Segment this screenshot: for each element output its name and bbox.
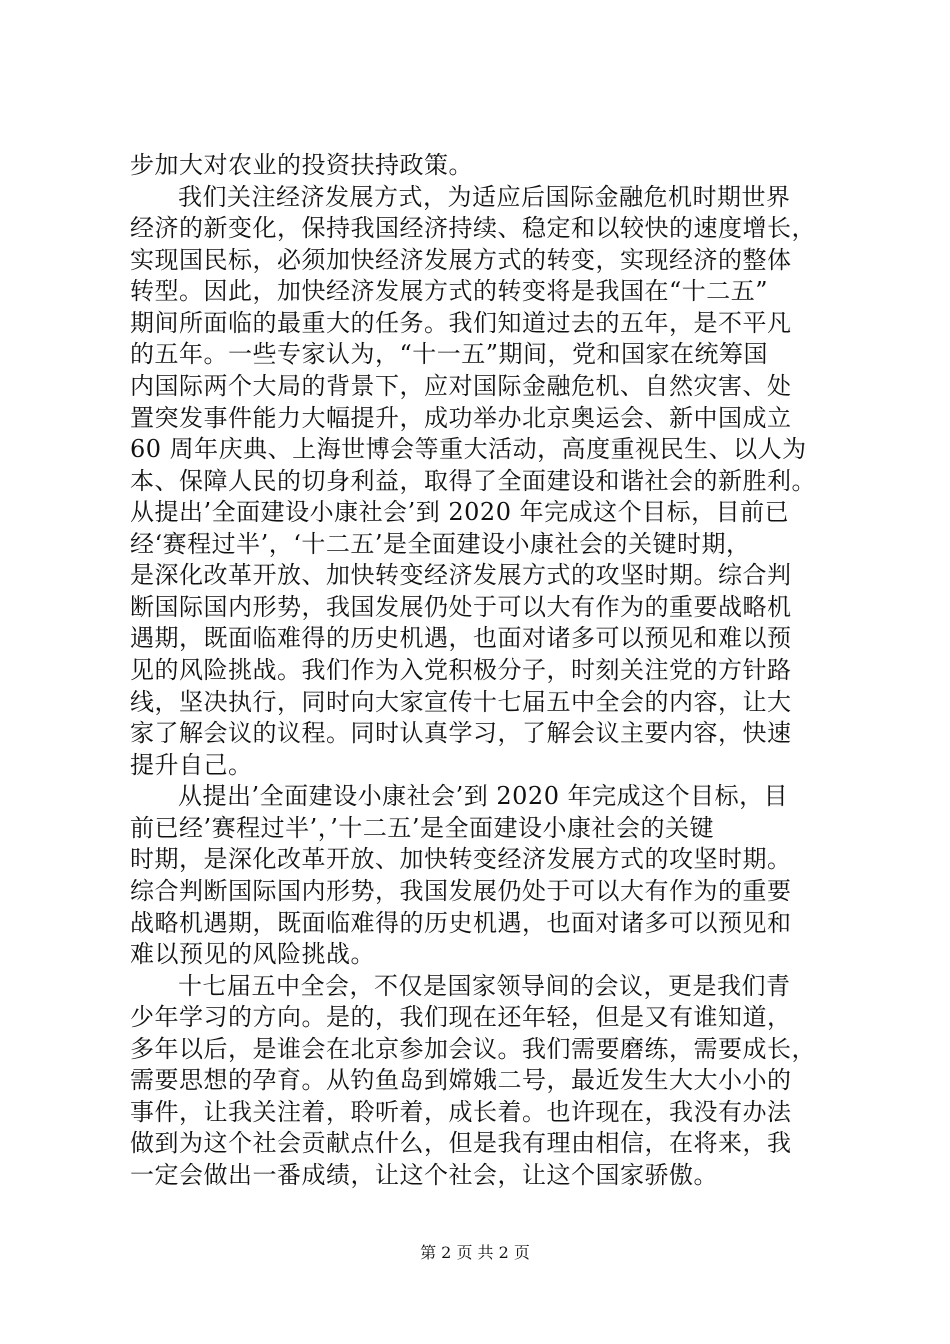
text-line: 多年以后，是谁会在北京参加会议。我们需要磨练，需要成长，: [130, 1034, 816, 1063]
text-line: 时期，是深化改革开放、加快转变经济发展方式的攻坚时期。: [130, 845, 792, 874]
text-line: 见的风险挑战。我们作为入党积极分子，时刻关注党的方针路: [130, 656, 792, 684]
text-line: 线，坚决执行，同时向大家宣传十七届五中全会的内容，让大: [130, 687, 792, 716]
text-line: 经‘赛程过半’，‘十二五’是全面建设小康社会的关键时期，: [130, 529, 751, 558]
text-line: 少年学习的方向。是的，我们现在还年轻，但是又有谁知道，: [130, 1003, 792, 1032]
text-line: 期间所面临的最重大的任务。我们知道过去的五年，是不平凡: [130, 308, 792, 337]
text-line: 综合判断国际国内形势，我国发展仍处于可以大有作为的重要: [130, 876, 792, 905]
text-line: 战略机遇期，既面临难得的历史机遇，也面对诸多可以预见和: [130, 908, 792, 937]
paragraph-first-line: 十七届五中全会，不仅是国家领导间的会议，更是我们青: [178, 971, 791, 1000]
text-line: 是深化改革开放、加快转变经济发展方式的攻坚时期。综合判: [130, 561, 792, 590]
text-line: 经济的新变化，保持我国经济持续、稳定和以较快的速度增长，: [130, 214, 816, 243]
text-line: 转型。因此，加快经济发展方式的转变将是我国在“十二五”: [130, 277, 769, 306]
text-line: 家了解会议的议程。同时认真学习，了解会议主要内容，快速: [130, 719, 792, 748]
paragraph-first-line: 我们关注经济发展方式，为适应后国际金融危机时期世界: [178, 182, 791, 211]
text-line: 的五年。一些专家认为，“十一五”期间，党和国家在统筹国: [130, 340, 769, 369]
text-line: 遇期，既面临难得的历史机遇，也面对诸多可以预见和难以预: [130, 624, 792, 653]
text-line: 置突发事件能力大幅提升，成功举办北京奥运会、新中国成立: [130, 403, 792, 432]
text-line: 本、保障人民的切身利益，取得了全面建设和谐社会的新胜利。: [130, 466, 816, 495]
page-footer: 第 2 页 共 2 页: [420, 1243, 530, 1262]
text-line: 一定会做出一番成绩，让这个社会，让这个国家骄傲。: [130, 1161, 718, 1189]
text-line: 实现国民标，必须加快经济发展方式的转变，实现经济的整体: [130, 245, 792, 274]
text-line: 断国际国内形势，我国发展仍处于可以大有作为的重要战略机: [130, 592, 792, 621]
text-line: 前已经’赛程过半’，’十二五’是全面建设小康社会的关键: [130, 813, 715, 842]
text-line: 从提出’全面建设小康社会’到 2020 年完成这个目标，目前已: [130, 498, 790, 527]
paragraph-first-line: 从提出’全面建设小康社会’到 2020 年完成这个目标，目: [178, 782, 789, 811]
text-line: 需要思想的孕育。从钓鱼岛到嫦娥二号，最近发生大大小小的: [130, 1066, 792, 1095]
text-line: 难以预见的风险挑战。: [130, 940, 375, 969]
text-line: 做到为这个社会贡献点什么，但是我有理由相信，在将来，我: [130, 1129, 792, 1158]
text-line: 事件，让我关注着，聆听着，成长着。也许现在，我没有办法: [130, 1097, 792, 1126]
text-line: 提升自己。: [130, 750, 253, 779]
text-line: 内国际两个大局的背景下，应对国际金融危机、自然灾害、处: [130, 371, 792, 400]
text-line: 步加大对农业的投资扶持政策。: [130, 151, 473, 179]
text-line: 60 周年庆典、上海世博会等重大活动，高度重视民生、以人为: [130, 435, 807, 464]
